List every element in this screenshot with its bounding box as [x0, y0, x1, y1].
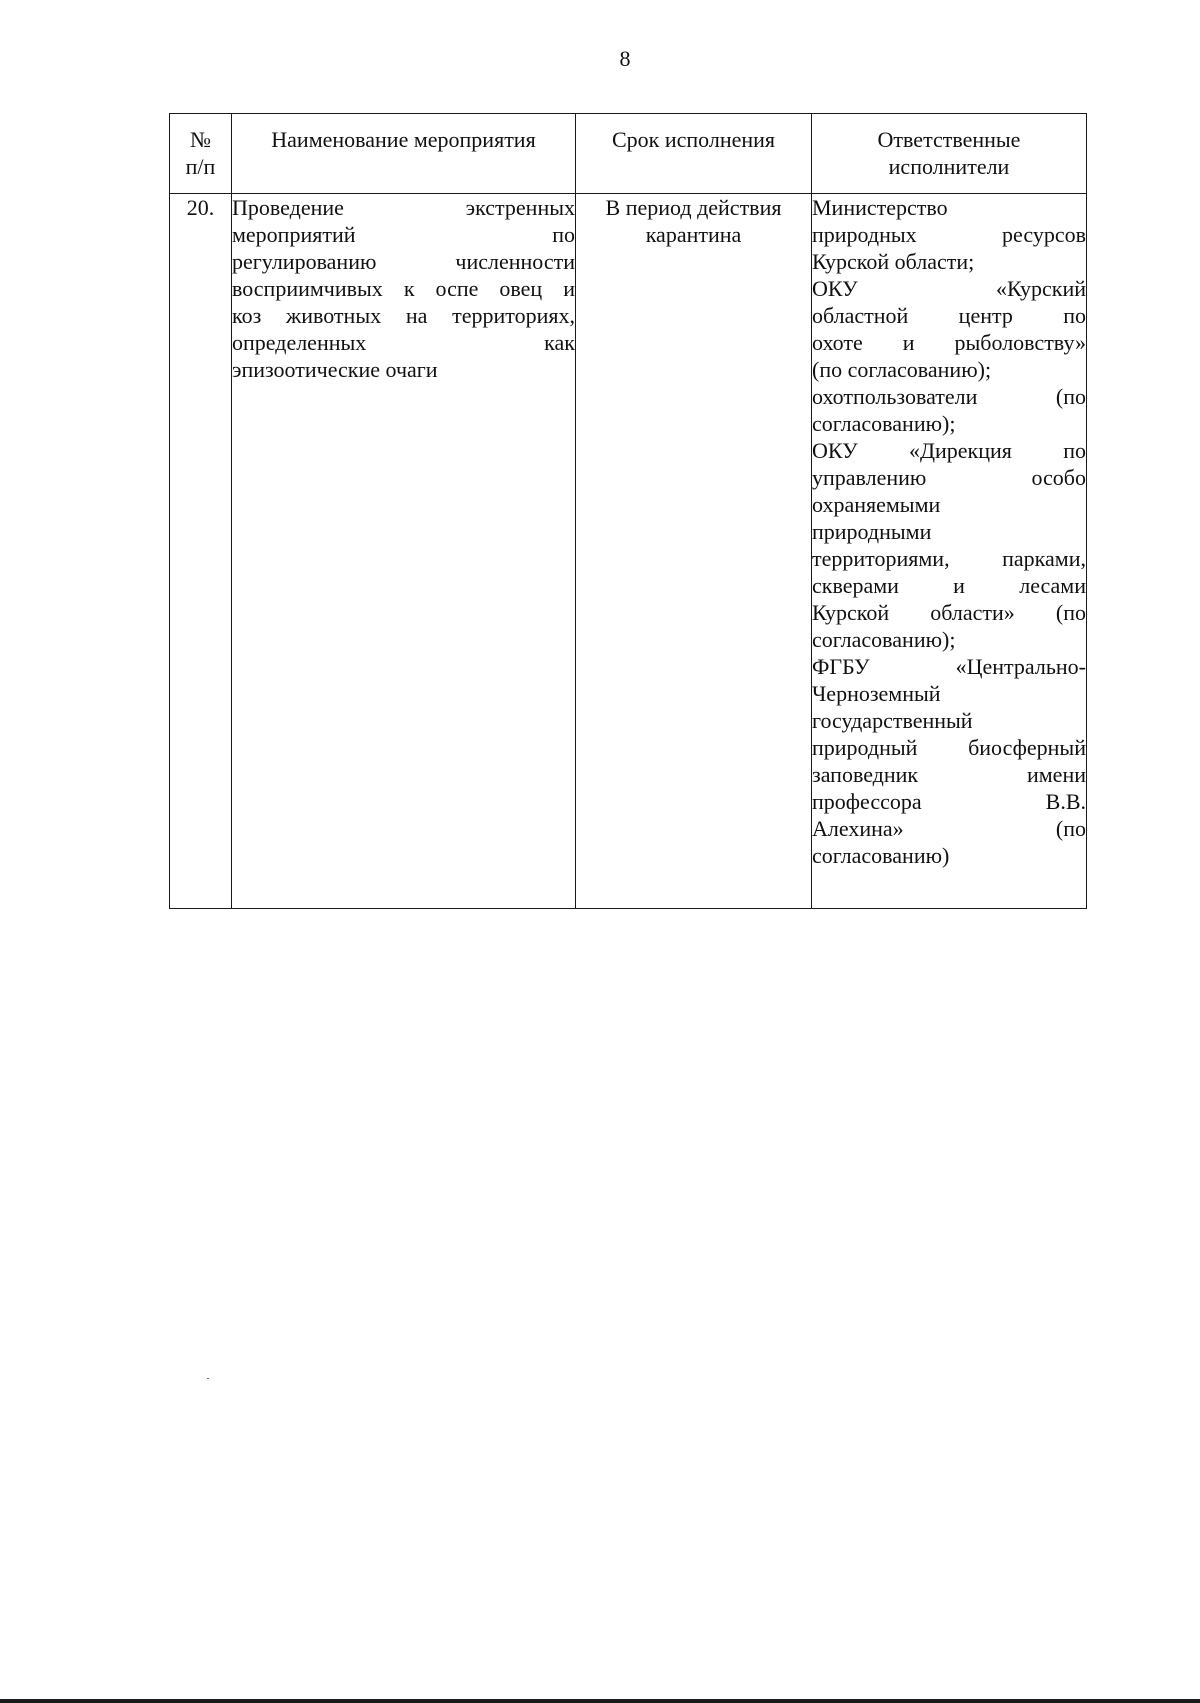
- responsible-line: государственный: [812, 708, 973, 733]
- row-number: 20.: [170, 194, 232, 909]
- responsible-line: охотпользователи (по: [812, 384, 1086, 409]
- responsible-line: ФГБУ «Центрально-: [812, 654, 1086, 679]
- execution-term-line: В период действия: [605, 195, 782, 220]
- execution-term-line: карантина: [645, 222, 742, 247]
- measures-table: [169, 113, 1087, 909]
- responsible-line: территориями, парками,: [812, 546, 1086, 571]
- scan-bottom-edge: [0, 1699, 1200, 1703]
- header-responsible: [812, 114, 1087, 194]
- measure-name-line: определенных как: [232, 330, 575, 355]
- scan-speck: [207, 1378, 209, 1379]
- measure-name-line: регулированию численности: [232, 249, 575, 274]
- table-row: [170, 194, 1087, 909]
- measure-name-line: восприимчивых к оспе овец и: [232, 276, 575, 301]
- responsible-line: согласованию);: [812, 627, 956, 652]
- header-num-label: № п/п: [185, 127, 216, 179]
- responsible-line: скверами и лесами: [812, 573, 1086, 598]
- responsible-line: согласованию): [812, 843, 950, 868]
- measure-name-line: эпизоотические очаги: [232, 357, 438, 382]
- responsible-line: природными: [812, 519, 932, 544]
- measure-name: [232, 194, 576, 909]
- header-name: Наименование мероприятия: [232, 114, 576, 194]
- responsible-line: (по согласованию);: [812, 357, 992, 382]
- measure-name-line: Проведение экстренных: [232, 195, 575, 220]
- responsible-line: Министерство: [812, 195, 948, 220]
- header-responsible-label: Ответственные исполнители: [877, 127, 1021, 179]
- responsible-line: охраняемыми: [812, 492, 941, 517]
- responsible-line: заповедник имени: [812, 762, 1086, 787]
- responsible-line: Черноземный: [812, 681, 941, 706]
- responsible-line: природный биосферный: [812, 735, 1086, 760]
- responsible-line: Курской области;: [812, 249, 975, 274]
- responsible-line: ОКУ «Курский: [812, 276, 1086, 301]
- responsible-line: ОКУ «Дирекция по: [812, 438, 1086, 463]
- responsible-line: областной центр по: [812, 303, 1086, 328]
- execution-term: [576, 194, 812, 909]
- responsible-line: управлению особо: [812, 465, 1086, 490]
- page-number: 8: [619, 46, 631, 71]
- header-num: [170, 114, 232, 194]
- responsible-line: профессора В.В.: [812, 789, 1086, 814]
- responsible-line: Алехина» (по: [812, 816, 1086, 841]
- header-term: Срок исполнения: [576, 114, 812, 194]
- responsible-line: природных ресурсов: [812, 222, 1086, 247]
- table-header-row: [170, 114, 1087, 194]
- responsible-line: охоте и рыболовству»: [812, 330, 1086, 355]
- responsible-line: согласованию);: [812, 411, 956, 436]
- measure-name-line: мероприятий по: [232, 222, 575, 247]
- responsible-line: Курской области» (по: [812, 600, 1086, 625]
- responsible-executors: [812, 194, 1087, 909]
- measure-name-line: коз животных на территориях,: [232, 303, 575, 328]
